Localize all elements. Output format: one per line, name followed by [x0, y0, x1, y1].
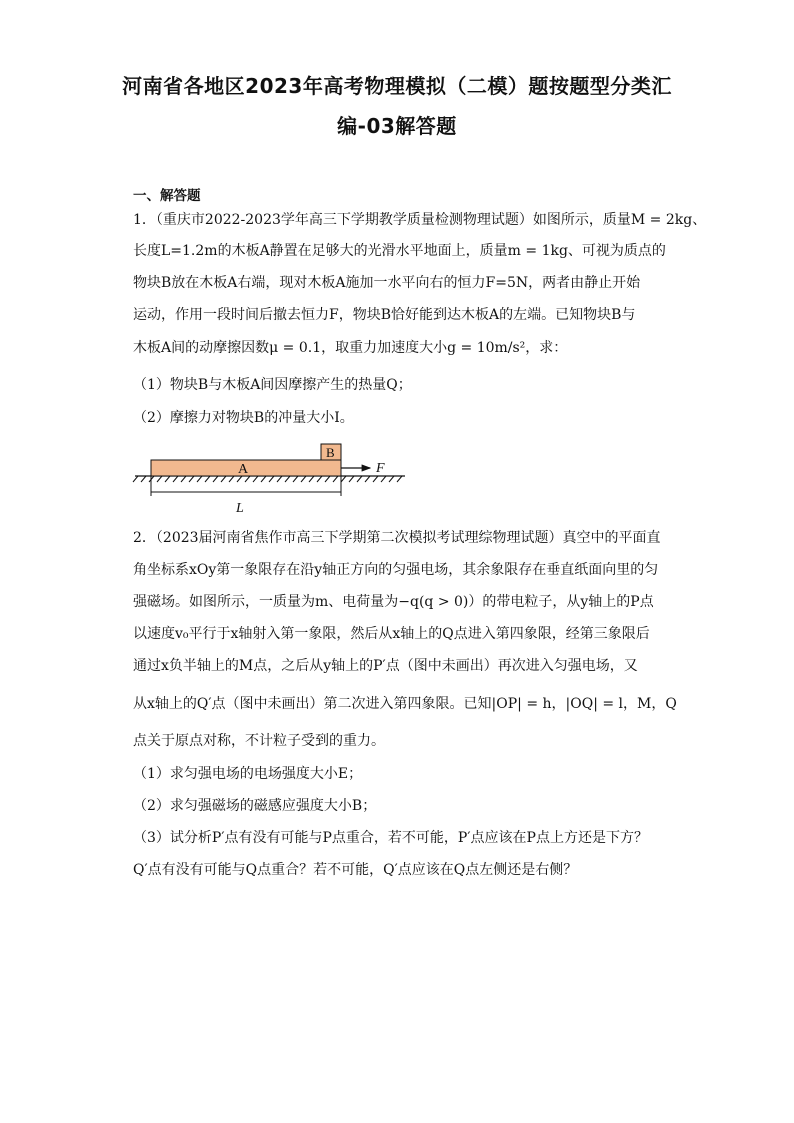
q2-sub-question-3-cont: Q′点有没有可能与Q点重合？若不可能，Q′点应该在Q点左侧还是右侧？ — [133, 862, 578, 878]
block-b-label: B — [326, 445, 335, 460]
q2-sub-question-1: （1）求匀强电场的电场强度大小E； — [133, 766, 363, 782]
q2-line-3: 强磁场。如图所示，一质量为m、电荷量为−q(q > 0)）的带电粒子，从y轴上的P点 — [133, 594, 654, 610]
length-label: L — [236, 501, 244, 516]
q1-figure — [130, 440, 410, 520]
q1-line-5: 木板A间的动摩擦因数μ = 0.1，取重力加速度大小g = 10m/s²，求： — [133, 340, 568, 356]
q1-line-4: 运动，作用一段时间后撤去恒力F，物块B恰好能到达木板A的左端。已知物块B与 — [133, 307, 636, 323]
board-a-label: A — [238, 462, 249, 477]
q2-sub-question-3: （3）试分析P′点有没有可能与P点重合，若不可能，P′点应该在P点上方还是下方？ — [133, 830, 648, 846]
section-heading: 一、解答题 — [133, 188, 201, 204]
q2-sub-question-2: （2）求匀强磁场的磁感应强度大小B； — [133, 798, 377, 814]
q1-line-1: 1．（重庆市2022-2023学年高三下学期教学质量检测物理试题）如图所示，质量M = 2kg、 — [133, 212, 707, 228]
q1-sub-question-2: （2）摩擦力对物块B的冲量大小I。 — [133, 410, 354, 426]
q2-line-6: 从x轴上的Q′点（图中未画出）第二次进入第四象限。已知|OP| = h，|OQ| = l，M，Q — [133, 696, 677, 712]
document-title-line-1: 河南省各地区2023年高考物理模拟（二模）题按题型分类汇 — [122, 74, 672, 98]
q2-line-1: 2．（2023届河南省焦作市高三下学期第二次模拟考试理综物理试题）真空中的平面直 — [133, 530, 661, 546]
ground-hatching — [133, 476, 402, 482]
force-label: F — [376, 461, 385, 476]
q2-line-5: 通过x负半轴上的M点，之后从y轴上的P′点（图中未画出）再次进入匀强电场，又 — [133, 658, 638, 674]
document-title-line-2: 编-03解答题 — [337, 114, 457, 138]
q2-line-4: 以速度v₀平行于x轴射入第一象限，然后从x轴上的Q点进入第四象限，经第三象限后 — [133, 626, 650, 642]
q1-line-2: 长度L=1.2m的木板A静置在足够大的光滑水平地面上，质量m = 1kg、可视为质点的 — [133, 243, 666, 259]
q1-sub-question-1: （1）物块B与木板A间因摩擦产生的热量Q； — [133, 377, 412, 393]
q2-line-7: 点关于原点对称，不计粒子受到的重力。 — [133, 733, 385, 749]
q1-line-3: 物块B放在木板A右端，现对木板A施加一水平向右的恒力F=5N，两者由静止开始 — [133, 275, 641, 291]
q2-line-2: 角坐标系xOy第一象限存在沿y轴正方向的匀强电场，其余象限存在垂直纸面向里的匀 — [133, 562, 659, 578]
